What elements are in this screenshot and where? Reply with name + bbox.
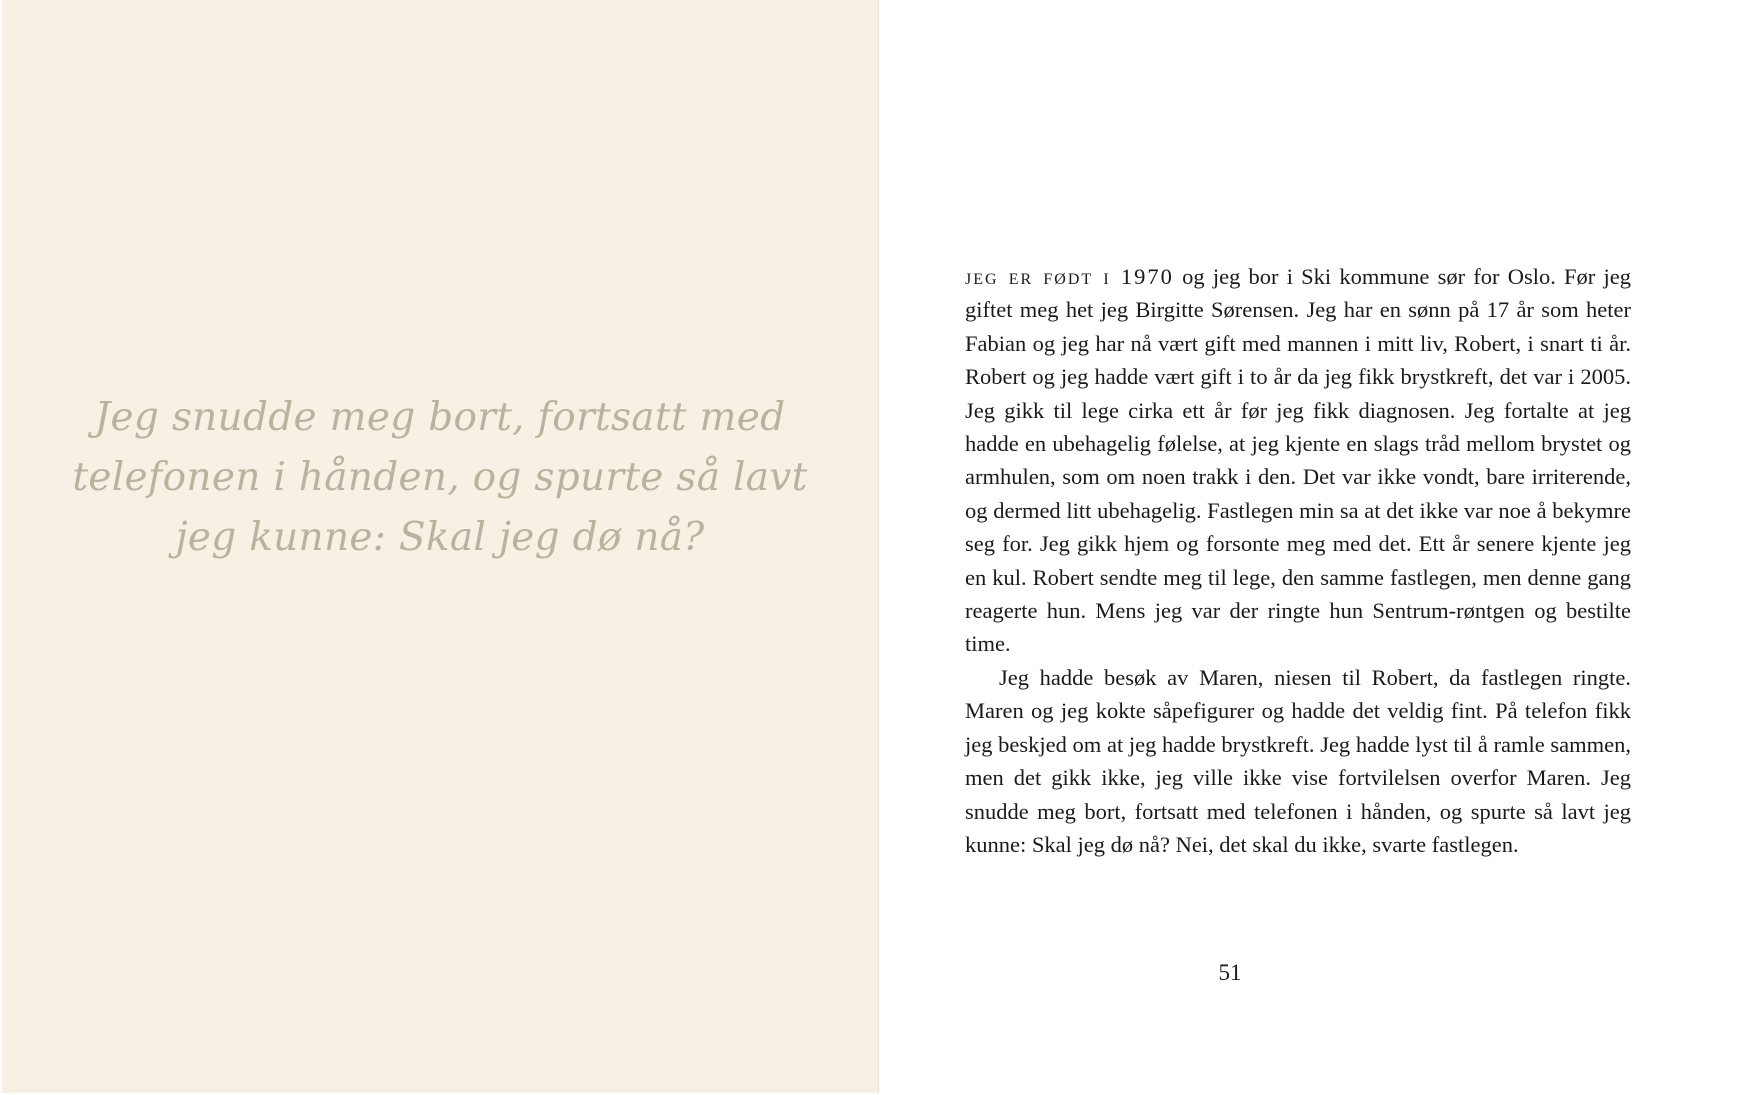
right-page bbox=[880, 0, 1750, 1095]
paragraph-1 bbox=[965, 260, 1631, 661]
body-text bbox=[965, 260, 1631, 861]
paragraph-2: Jeg hadde besøk av Maren, niesen til Robert, da fastlegen ringte. Maren og jeg kokte såpefigurer og hadde det veldig fint. På telefon fikk jeg beskjed om at jeg hadde brystkreft. Jeg hadde lyst til å ramle sammen, men det gikk ikke, jeg ville ikke vise fortvilelsen overfor Maren. Jeg snudde meg bort, fortsatt med telefonen i hånden, og spurte så lavt jeg kunne: Skal jeg dø nå? Nei, det skal du ikke, svarte fastlegen. bbox=[965, 664, 1631, 857]
page-number: 51 bbox=[1218, 960, 1242, 985]
pull-quote: Jeg snudde meg bort, fortsatt med telefonen i hånden, og spurte så lavt jeg kunne: Skal jeg dø nå? bbox=[72, 395, 808, 560]
left-page bbox=[2, 0, 879, 1093]
paragraph-lead-in: jeg er født i 1970 bbox=[965, 264, 1174, 289]
paragraph-1-text: og jeg bor i Ski kommune sør for Oslo. Før jeg giftet meg het jeg Birgitte Sørensen. Jeg har en sønn på 17 år som heter Fabian og jeg har nå vært gift med mannen i mitt liv, Robert, i snart ti år. Robert og jeg hadde vært gift i to år da jeg fikk brystkreft, det var i 2005. Jeg gikk til lege cirka ett år før jeg fikk diagnosen. Jeg fortalte at jeg hadde en ubehagelig følelse, at jeg kjente en slags tråd mellom brystet og armhulen, som om noen trakk i den. Det var ikke vondt, bare irriterende, og dermed litt ubehagelig. Fastlegen min sa at det ikke var noe å bekymre seg for. Jeg gikk hjem og forsonte meg med det. Ett år senere kjente jeg en kul. Robert sendte meg til lege, den samme fastlegen, men denne gang reagerte hun. Mens jeg var der ringte hun Sentrum-røntgen og bestilte time. bbox=[965, 264, 1631, 657]
